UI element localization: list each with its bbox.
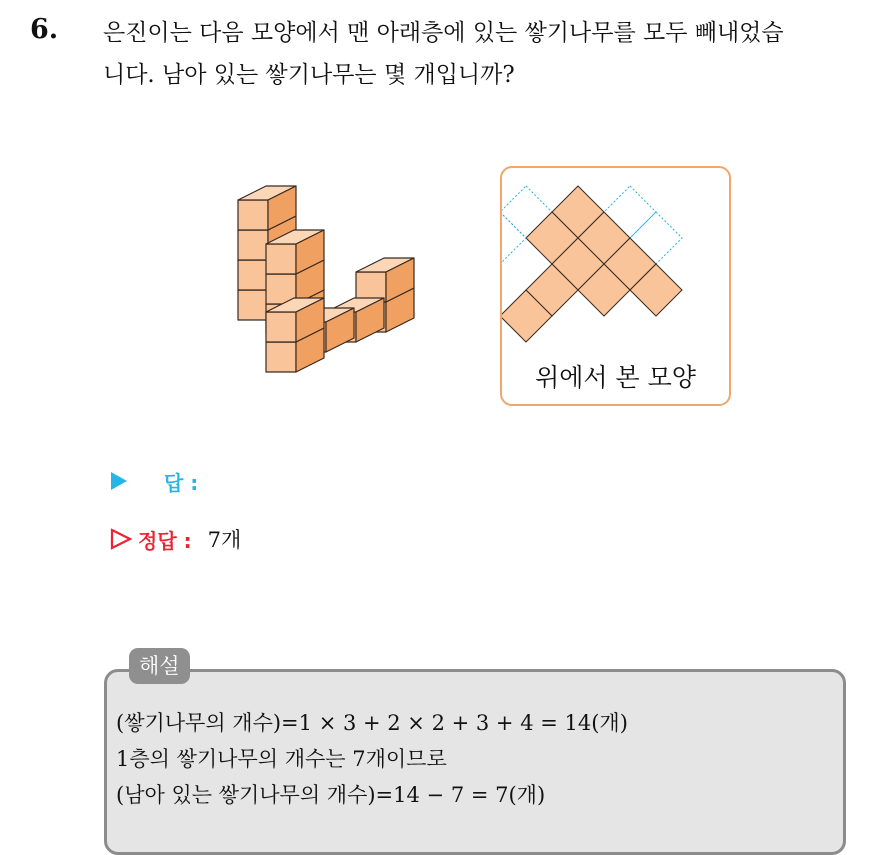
- cube-6-front: [266, 244, 296, 274]
- explanation-line-1: (쌓기나무의 개수)=1 × 3 + 2 × 2 + 3 + 4 = 14(개): [116, 711, 628, 735]
- top-view-panel: [500, 166, 731, 406]
- outline-triangle-icon: [110, 528, 132, 550]
- top-view-caption: 위에서 본 모양: [535, 363, 696, 392]
- cube-12-front: [266, 312, 296, 342]
- explanation-line-2: 1층의 쌓기나무의 개수는 7개이므로: [116, 747, 447, 771]
- explanation-text: [116, 705, 628, 813]
- explanation-tag: 해설: [129, 648, 190, 684]
- top-view-cell: [502, 212, 526, 264]
- cube-11-front: [266, 342, 296, 372]
- cube-stack-figure: [222, 172, 422, 387]
- question-text: [103, 12, 873, 96]
- question-number: 6.: [30, 14, 59, 45]
- solution-row: [110, 524, 241, 554]
- answer-row: [110, 466, 278, 496]
- answer-label: 답 :: [164, 470, 199, 495]
- cube-2-front: [238, 230, 268, 260]
- question-line-1: 은진이는 다음 모양에서 맨 아래층에 있는 쌓기나무를 모두 빼내었습: [103, 20, 784, 46]
- question-line-2: 니다. 남아 있는 쌓기나무는 몇 개입니까?: [103, 62, 515, 88]
- solution-value: 7개: [207, 528, 242, 552]
- cube-0-front: [238, 290, 268, 320]
- cube-3-front: [238, 200, 268, 230]
- play-triangle-icon: [110, 471, 128, 491]
- cube-1-front: [238, 260, 268, 290]
- solution-label: 정답 :: [138, 528, 192, 553]
- top-view-grid: [502, 168, 729, 358]
- explanation-line-3: (남아 있는 쌓기나무의 개수)=14 − 7 = 7(개): [116, 783, 546, 807]
